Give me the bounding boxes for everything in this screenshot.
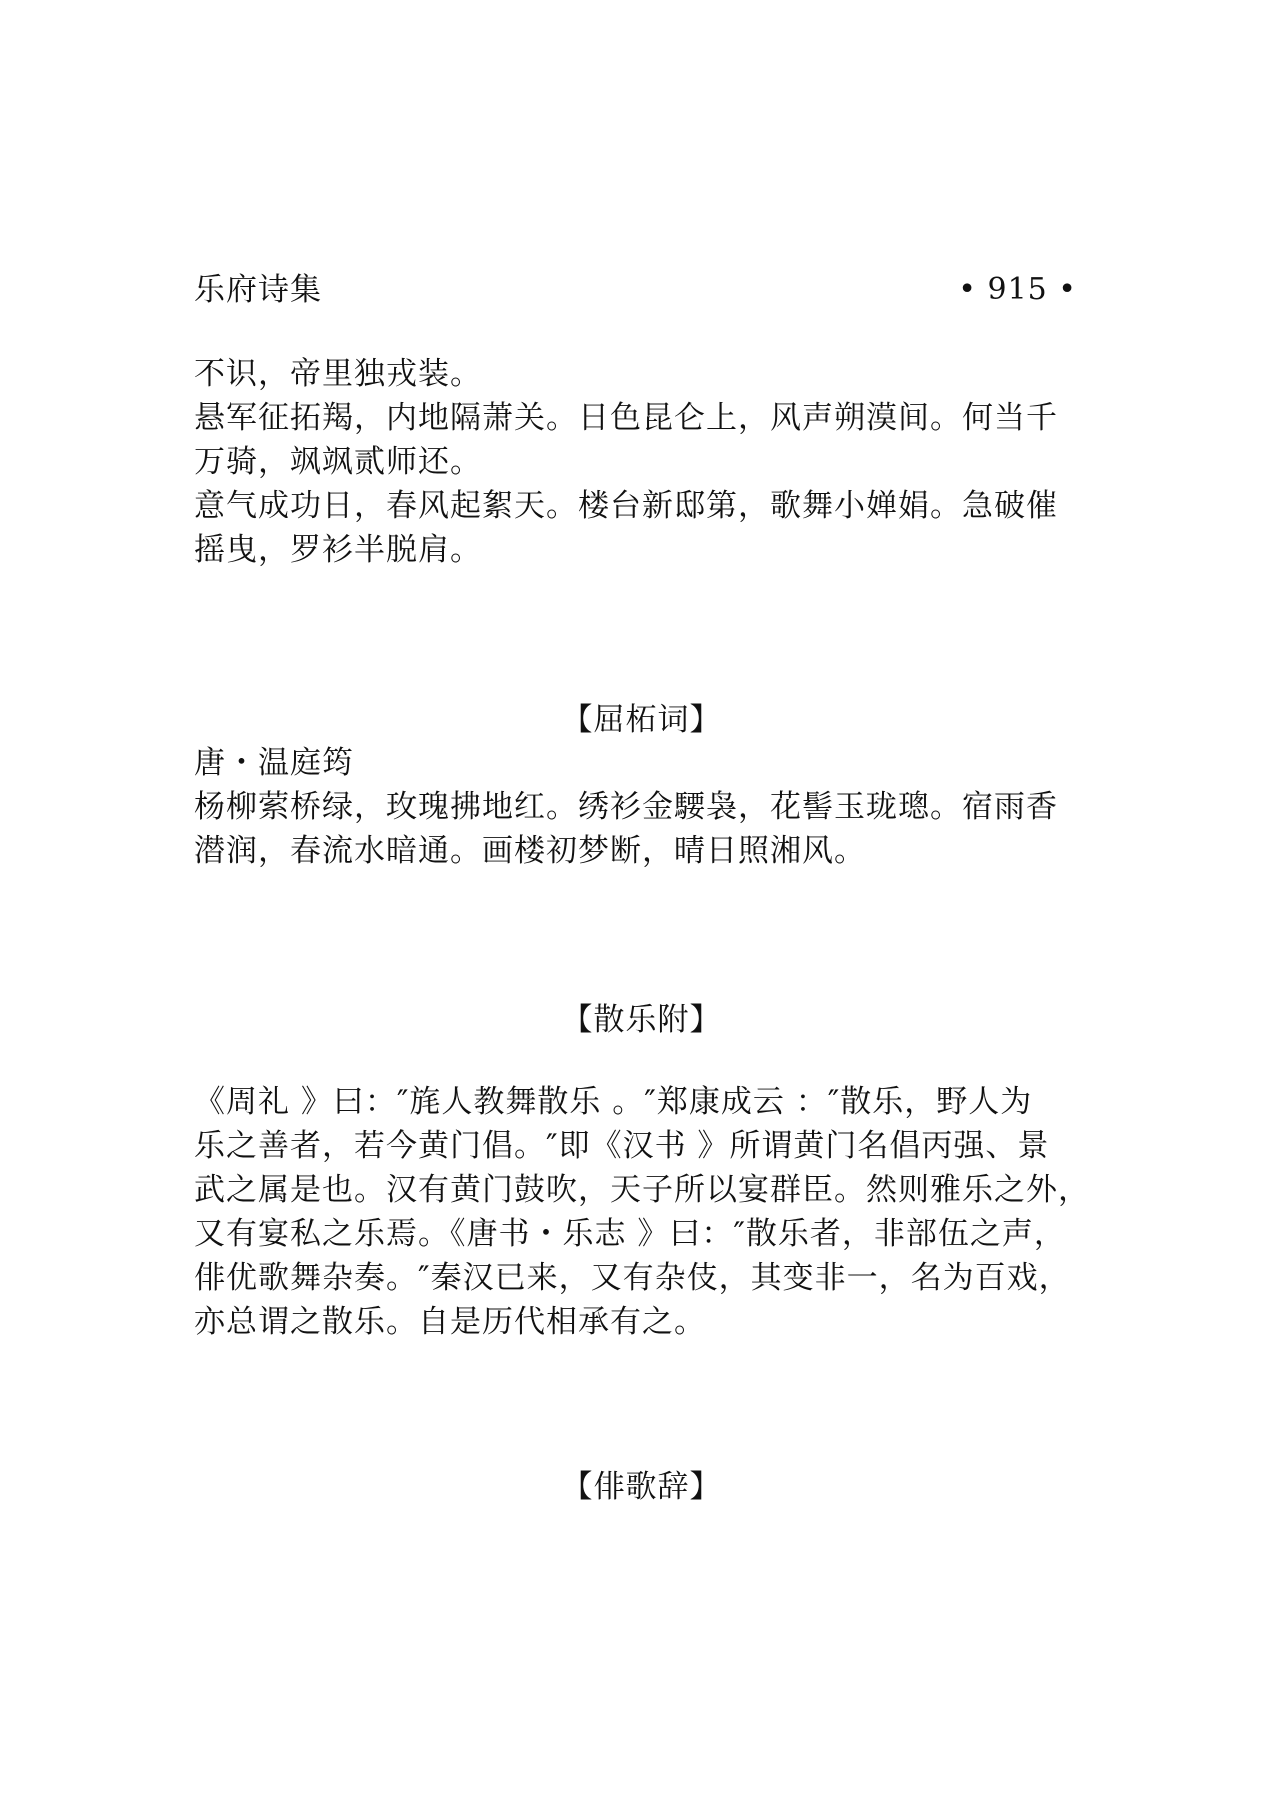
text-line: 摇曳，罗衫半脱肩。 <box>194 532 482 568</box>
text-line: 不识，帝里独戎装。 <box>194 356 482 392</box>
text-line: 悬军征拓羯，内地隔萧关。日色昆仑上，风声朔漠间。何当千 <box>194 400 1058 436</box>
text-line: 万骑，飒飒贰师还。 <box>194 444 482 480</box>
section-heading-sanyue: 【散乐附】 <box>561 1002 722 1038</box>
text-line: 潜润，春流水暗通。画楼初梦断，晴日照湘风。 <box>194 833 866 869</box>
text-line: 又有宴私之乐焉。《唐书・乐志 》曰：″散乐者，非部伍之声， <box>194 1216 1066 1252</box>
text-line: 意气成功日，春风起絮天。楼台新邸第，歌舞小婵娟。急破催 <box>194 488 1058 524</box>
text-line: 俳优歌舞杂奏。″秦汉已来，又有杂伎，其变非一，名为百戏， <box>194 1260 1071 1296</box>
section-heading-quzhe: 【屈柘词】 <box>561 702 722 738</box>
prose-sanyue <box>194 1080 1094 1344</box>
text-line: 《周礼 》曰：″旄人教舞散乐 。″郑康成云 ：″散乐，野人为 <box>194 1084 1033 1120</box>
text-line: 乐之善者，若今黄门倡。″即《汉书 》所谓黄门名倡丙强、景 <box>194 1128 1050 1164</box>
text-line: 亦总谓之散乐。自是历代相承有之。 <box>194 1304 706 1340</box>
running-header-title: 乐府诗集 <box>194 272 322 308</box>
poem-continuation <box>194 352 1094 572</box>
poem-quzhe <box>194 741 1094 873</box>
page-number: • 915 • <box>958 272 1077 307</box>
text-line: 杨柳萦桥绿，玫瑰拂地红。绣衫金騕袅，花髻玉珑璁。宿雨香 <box>194 789 1058 825</box>
section-heading-paige: 【俳歌辞】 <box>561 1469 722 1505</box>
author-line: 唐・温庭筠 <box>194 745 354 781</box>
text-line: 武之属是也。汉有黄门鼓吹，天子所以宴群臣。然则雅乐之外， <box>194 1172 1090 1208</box>
